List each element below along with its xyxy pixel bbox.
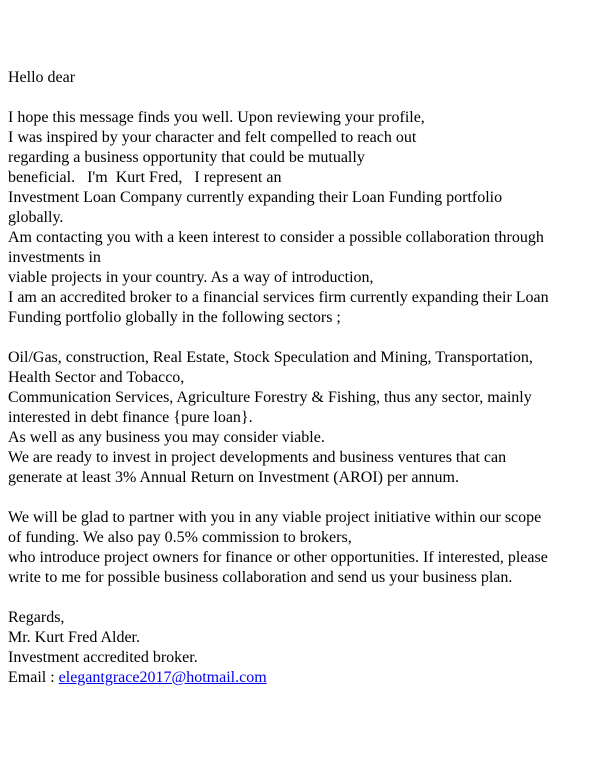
- email-text-line: [8, 48, 592, 68]
- email-text-line: [8, 328, 592, 348]
- email-text-line: who introduce project owners for finance or other opportunities. If interested, please: [8, 549, 548, 566]
- email-text-line: [8, 488, 592, 508]
- email-text-line: We will be glad to partner with you in any viable project initiative within our scope: [8, 509, 542, 526]
- email-text-line: I was inspired by your character and felt compelled to reach out: [8, 129, 417, 146]
- email-text-line: Communication Services, Agriculture Forestry & Fishing, thus any sector, mainly: [8, 389, 532, 406]
- email-lines: [8, 8, 592, 668]
- email-text-line: viable projects in your country. As a way of introduction,: [8, 269, 374, 286]
- email-text-line: Oil/Gas, construction, Real Estate, Stock Speculation and Mining, Transportation,: [8, 349, 533, 366]
- email-text-line: We are ready to invest in project developments and business ventures that can: [8, 449, 507, 466]
- email-text-line: [8, 8, 592, 28]
- email-text-line: Regards,: [8, 609, 65, 626]
- email-text-line: Investment Loan Company currently expanding their Loan Funding portfolio: [8, 189, 503, 206]
- email-text-line: [8, 588, 592, 608]
- email-text-line: Mr. Kurt Fred Alder.: [8, 629, 140, 646]
- email-text-line: write to me for possible business collaboration and send us your business plan.: [8, 569, 513, 586]
- email-text-line: [8, 28, 592, 48]
- email-text-line: investments in: [8, 249, 101, 266]
- email-text-line: Funding portfolio globally in the following sectors ;: [8, 309, 341, 326]
- email-label: Email :: [8, 669, 59, 686]
- email-text-line: Hello dear: [8, 69, 76, 86]
- email-text-line: Investment accredited broker.: [8, 649, 198, 666]
- email-text-line: generate at least 3% Annual Return on Investment (AROI) per annum.: [8, 469, 459, 486]
- email-address-link[interactable]: elegantgrace2017@hotmail.com: [58, 669, 267, 686]
- email-text-line: Am contacting you with a keen interest to consider a possible collaboration through: [8, 229, 544, 246]
- email-text-line: I hope this message finds you well. Upon reviewing your profile,: [8, 109, 425, 126]
- email-text-line: [8, 88, 592, 108]
- email-text-line: As well as any business you may consider viable.: [8, 429, 325, 446]
- email-text-line: Health Sector and Tobacco,: [8, 369, 185, 386]
- email-text-line: I am an accredited broker to a financial services firm currently expanding their Loan: [8, 289, 549, 306]
- email-text-line: regarding a business opportunity that could be mutually: [8, 149, 365, 166]
- email-text-line: globally.: [8, 209, 64, 226]
- email-contact-line: [8, 668, 592, 688]
- email-text-line: interested in debt finance {pure loan}.: [8, 409, 253, 426]
- email-text-line: of funding. We also pay 0.5% commission to brokers,: [8, 529, 352, 546]
- email-text-line: beneficial. I'm Kurt Fred, I represent an: [8, 169, 282, 186]
